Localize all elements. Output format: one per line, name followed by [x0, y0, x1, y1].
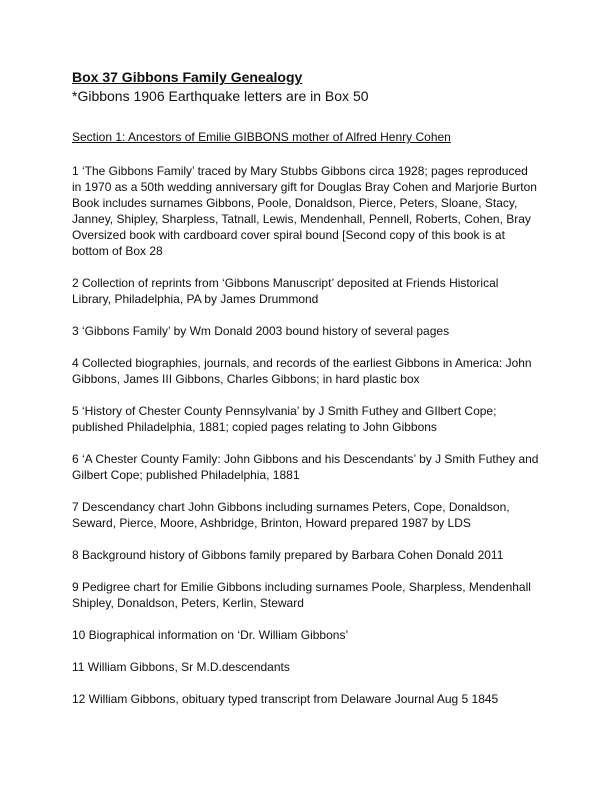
entry-5	[72, 403, 552, 435]
entry-line: 3 ‘Gibbons Family’ by Wm Donald 2003 bound history of several pages	[72, 324, 450, 338]
entry-line: 12 William Gibbons, obituary typed transcript from Delaware Journal Aug 5 1845	[72, 692, 499, 706]
entry-line: 5 ‘History of Chester County Pennsylvania’ by J Smith Futhey and GIlbert Cope;	[72, 404, 497, 418]
entry-line: 2 Collection of reprints from ‘Gibbons Manuscript’ deposited at Friends Historical	[72, 276, 499, 290]
entry-line: 6 ‘A Chester County Family: John Gibbons and his Descendants’ by J Smith Futhey and	[72, 452, 539, 466]
entry-12	[72, 691, 552, 707]
entry-11	[72, 659, 552, 675]
entry-line: 9 Pedigree chart for Emilie Gibbons including surnames Poole, Sharpless, Mendenhall	[72, 580, 531, 594]
entry-line: 1 ‘The Gibbons Family’ traced by Mary Stubbs Gibbons circa 1928; pages reproduced	[72, 164, 528, 178]
entry-line: Janney, Shipley, Sharpless, Tatnall, Lewis, Mendenhall, Pennell, Roberts, Cohen, Bray	[72, 212, 531, 226]
section-heading: Section 1: Ancestors of Emilie GIBBONS mother of Alfred Henry Cohen	[72, 130, 451, 144]
entry-8	[72, 547, 552, 563]
entry-line: 4 Collected biographies, journals, and records of the earliest Gibbons in America: John	[72, 356, 532, 370]
entry-1	[72, 163, 552, 259]
entry-line: Shipley, Donaldson, Peters, Kerlin, Steward	[72, 596, 304, 610]
entry-9	[72, 579, 552, 611]
entry-2	[72, 275, 552, 307]
entry-7	[72, 499, 552, 531]
entry-line: Library, Philadelphia, PA by James Drummond	[72, 292, 319, 306]
entry-line: bottom of Box 28	[72, 244, 163, 258]
entry-line: Oversized book with cardboard cover spiral bound [Second copy of this book is at	[72, 228, 505, 242]
entry-line: Gilbert Cope; published Philadelphia, 1881	[72, 468, 300, 482]
entry-line: Book includes surnames Gibbons, Poole, Donaldson, Pierce, Peters, Sloane, Stacy,	[72, 196, 518, 210]
document-title: Box 37 Gibbons Family Genealogy	[72, 69, 303, 85]
entry-line: Gibbons, James III Gibbons, Charles Gibbons; in hard plastic box	[72, 372, 420, 386]
document-subtitle: *Gibbons 1906 Earthquake letters are in Box 50	[72, 88, 369, 104]
entry-3	[72, 323, 552, 339]
entry-line: 8 Background history of Gibbons family prepared by Barbara Cohen Donald 2011	[72, 548, 504, 562]
document-page	[72, 69, 552, 723]
entry-line: 11 William Gibbons, Sr M.D.descendants	[72, 660, 290, 674]
entry-list	[72, 163, 552, 707]
entry-line: published Philadelphia, 1881; copied pages relating to John Gibbons	[72, 420, 437, 434]
entry-line: in 1970 as a 50th wedding anniversary gift for Douglas Bray Cohen and Marjorie Burton	[72, 180, 537, 194]
entry-4	[72, 355, 552, 387]
entry-6	[72, 451, 552, 483]
entry-line: 10 Biographical information on ‘Dr. William Gibbons’	[72, 628, 349, 642]
entry-line: Seward, Pierce, Moore, Ashbridge, Brinton, Howard prepared 1987 by LDS	[72, 516, 471, 530]
entry-line: 7 Descendancy chart John Gibbons including surnames Peters, Cope, Donaldson,	[72, 500, 510, 514]
entry-10	[72, 627, 552, 643]
